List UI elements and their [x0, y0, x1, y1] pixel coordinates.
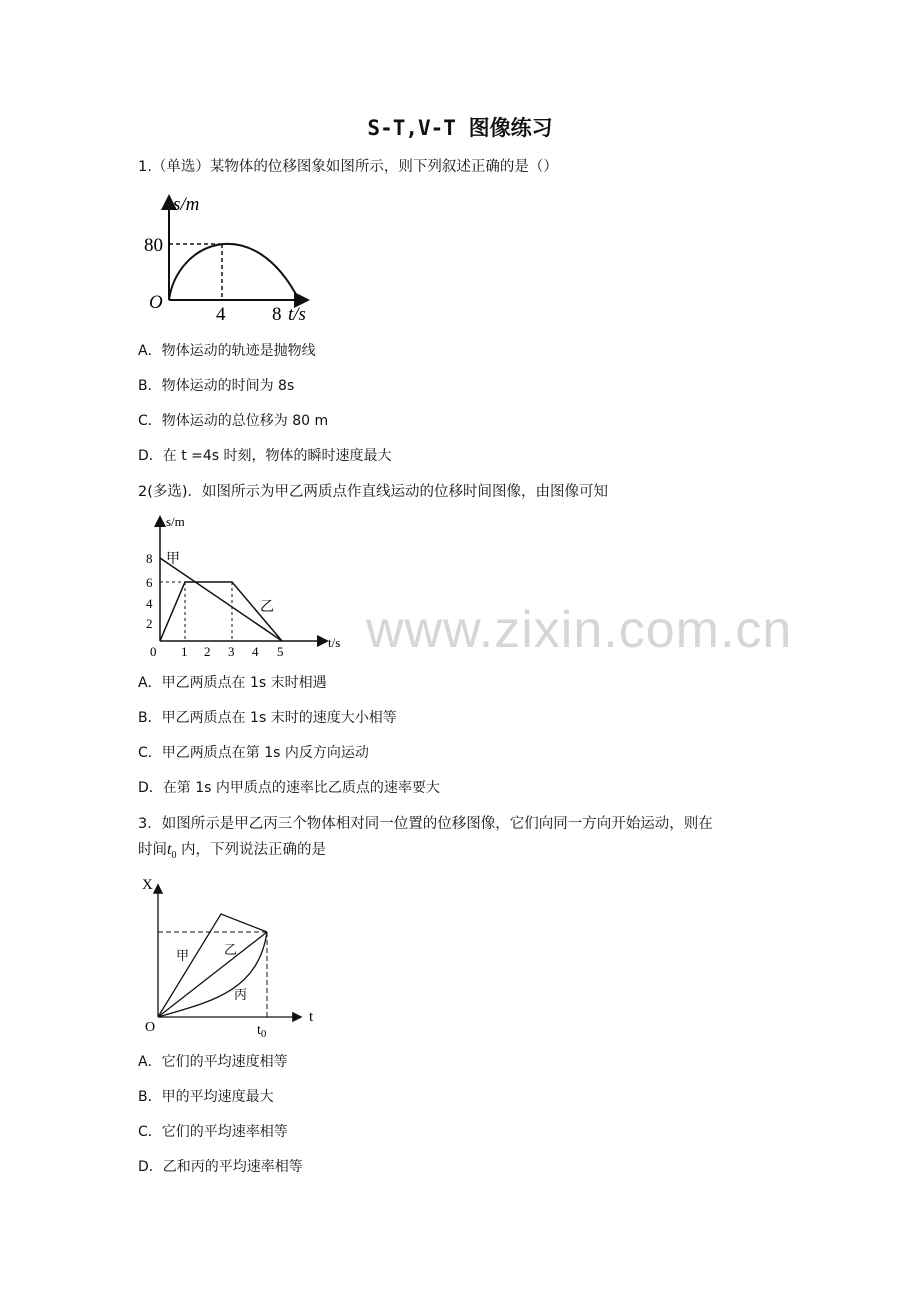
y-axis-label: s/m [173, 194, 200, 215]
watermark: www.zixin.com.cn [366, 601, 793, 659]
origin-label: O [149, 292, 163, 313]
x-axis-label: t/s [288, 304, 306, 325]
stem-var-subscript: 0 [171, 849, 177, 861]
label-jia: 甲 [176, 948, 190, 963]
x-tick-0: 0 [150, 644, 157, 659]
stem-var-t: t [167, 841, 172, 858]
y-tick-4: 4 [146, 596, 153, 611]
question-3-option-b: B．甲的平均速度最大 [138, 1089, 274, 1105]
y-tick-6: 6 [146, 575, 153, 590]
question-1-option-b: B．物体运动的时间为 8s [138, 378, 295, 394]
question-2-figure [140, 512, 360, 662]
x-tick-1: 1 [181, 644, 188, 659]
origin-label: O [145, 1020, 156, 1035]
x-tick-2: 2 [204, 644, 211, 659]
question-2-option-a: A．甲乙两质点在 1s 末时相遇 [138, 675, 327, 691]
displacement-curve [169, 244, 299, 300]
question-1-option-a: A．物体运动的轨迹是抛物线 [138, 343, 316, 359]
x-axis-label: t [309, 1009, 314, 1025]
x-tick-3: 3 [228, 644, 235, 659]
question-2-option-d: D．在第 1s 内甲质点的速率比乙质点的速率要大 [138, 780, 440, 796]
question-1-option-c: C．物体运动的总位移为 80 m [138, 413, 329, 429]
y-axis-label: X [142, 877, 153, 893]
question-3-option-d: D．乙和丙的平均速率相等 [138, 1159, 303, 1175]
question-3-stem-line1: 3．如图所示是甲乙丙三个物体相对同一位置的位移图像，它们向同一方向开始运动，则在 [138, 816, 713, 832]
y-tick-80: 80 [144, 235, 163, 256]
y-tick-8: 8 [146, 551, 153, 566]
question-2-option-b: B．甲乙两质点在 1s 末时的速度大小相等 [138, 710, 397, 726]
question-1-stem: 1.（单选）某物体的位移图象如图所示，则下列叙述正确的是（） [138, 159, 558, 175]
stem-text-after: 内，下列说法正确的是 [176, 842, 327, 858]
x-tick-4: 4 [216, 304, 226, 325]
y-axis-label: s/m [166, 514, 185, 529]
question-2-option-c: C．甲乙两质点在第 1s 内反方向运动 [138, 745, 369, 761]
label-jia: 甲 [166, 552, 180, 567]
question-2-stem: 2(多选)．如图所示为甲乙两质点作直线运动的位移时间图像，由图像可知 [138, 484, 609, 500]
stem-text-before: 时间 [138, 842, 167, 858]
x-tick-8: 8 [272, 304, 282, 325]
line-yi [158, 932, 267, 1017]
y-tick-2: 2 [146, 616, 153, 631]
x-tick-t0: $t_0$ [257, 1023, 267, 1040]
label-yi: 乙 [260, 600, 274, 615]
question-1-figure [140, 190, 340, 325]
x-axis-label: t/s [328, 635, 341, 650]
label-bing: 丙 [234, 987, 248, 1002]
x-tick-4: 4 [252, 644, 259, 659]
label-yi: 乙 [224, 942, 238, 957]
page-title: S-T,V-T 图像练习 [367, 116, 553, 140]
question-3-figure [140, 872, 340, 1042]
question-3-option-c: C．它们的平均速率相等 [138, 1124, 288, 1140]
question-1-option-d: D．在 t =4s 时刻，物体的瞬时速度最大 [138, 448, 392, 464]
x-tick-5: 5 [277, 644, 284, 659]
question-3-stem-line2 [138, 840, 326, 866]
line-jia [158, 914, 267, 1017]
question-3-option-a: A．它们的平均速度相等 [138, 1054, 288, 1070]
